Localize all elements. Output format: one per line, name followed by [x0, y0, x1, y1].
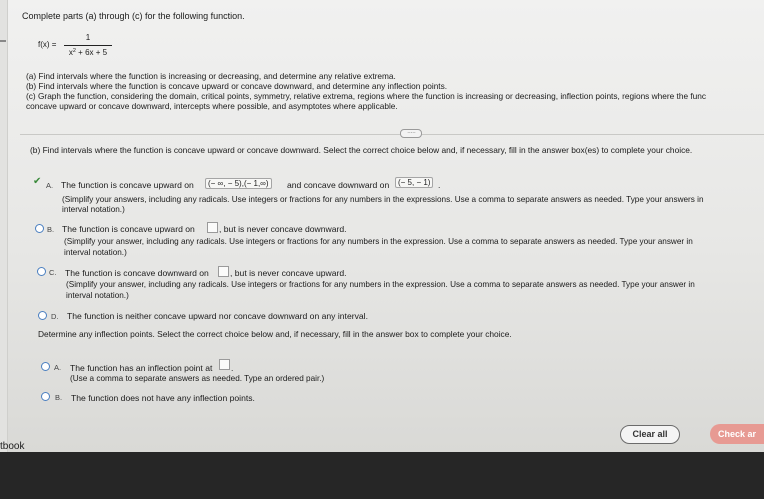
clear-all-button[interactable]: Clear all	[620, 425, 680, 444]
inflection-b-radio[interactable]	[41, 392, 50, 401]
function-fraction	[64, 33, 112, 57]
choice-a-pre-text: The function is concave upward on	[61, 180, 194, 190]
choice-b-note-line1: (Simplify your answer, including any radicals. Use integers or fractions for any numbers in the expression. Use a comma to separate answers as needed. Type your answer in	[64, 237, 693, 246]
function-numerator: 1	[85, 33, 91, 42]
left-rail	[0, 0, 8, 452]
choice-b-letter: B.	[47, 225, 55, 234]
inflection-b-letter: B.	[55, 393, 63, 402]
function-denominator: $x^2 + 6x + 5$	[68, 48, 108, 57]
concave-downward-answer[interactable]: (− 5, − 1)	[395, 177, 433, 188]
choice-b-answer-box[interactable]	[207, 222, 218, 233]
concave-upward-answer[interactable]: (− ∞, − 5),(− 1,∞)	[205, 178, 272, 189]
inflection-b-text: The function does not have any inflection points.	[71, 393, 255, 403]
inflection-answer-box[interactable]	[219, 359, 230, 370]
inflection-a-post-text: .	[231, 363, 234, 373]
function-lhs: f(x) =	[38, 40, 57, 49]
choice-b-post-text: , but is never concave downward.	[219, 224, 347, 234]
choice-c-answer-box[interactable]	[218, 266, 229, 277]
choice-c-note-line1: (Simplify your answer, including any radicals. Use integers or fractions for any numbers in the expression. Use a comma to separate answers as needed. Type your answer in	[66, 280, 695, 289]
choice-a-note-line2: interval notation.)	[62, 205, 125, 214]
correct-check-icon: ✔	[33, 176, 42, 187]
inflection-a-radio[interactable]	[41, 362, 50, 371]
choice-b-pre-text: The function is concave upward on	[62, 224, 195, 234]
check-answer-button[interactable]: Check ar	[710, 424, 764, 444]
section-divider	[20, 134, 764, 135]
bottom-bar	[0, 452, 764, 499]
fraction-bar	[64, 45, 112, 46]
choice-c-pre-text: The function is concave downward on	[65, 268, 209, 278]
part-a-text: (a) Find intervals where the function is increasing or decreasing, and determine any relative extrema.	[26, 71, 396, 81]
choice-c-post-text: , but is never concave upward.	[230, 268, 347, 278]
choice-a-letter: A.	[46, 181, 54, 190]
inflection-a-pre-text: The function has an inflection point at	[70, 363, 213, 373]
choice-b-radio[interactable]	[35, 224, 44, 233]
choice-a-post-text: .	[438, 180, 441, 190]
expand-button[interactable]: · · · · ·	[400, 129, 422, 138]
question-inflection-text: Determine any inflection points. Select the correct choice below and, if necessary, fill in the answer box to complete your choice.	[38, 329, 512, 339]
ebook-link[interactable]: tbook	[0, 441, 25, 452]
inflection-a-letter: A.	[54, 363, 62, 372]
choice-d-text: The function is neither concave upward nor concave downward on any interval.	[67, 311, 368, 321]
part-c-text-line1: (c) Graph the function, considering the domain, critical points, symmetry, relative extrema, regions where the function is increasing or decreasing, inflection points, regions where the func	[26, 91, 707, 101]
choice-a-note-line1: (Simplify your answers, including any radicals. Use integers or fractions for any numbers in the expressions. Use a comma to separate answers as needed. Type your answers in	[62, 195, 704, 204]
choice-d-radio[interactable]	[38, 311, 47, 320]
rail-tick	[0, 40, 6, 42]
part-c-text-line2: concave upward or concave downward, intercepts where possible, and asymptotes where applicable.	[26, 101, 398, 111]
inflection-a-note: (Use a comma to separate answers as needed. Type an ordered pair.)	[70, 374, 325, 383]
part-b-text: (b) Find intervals where the function is concave upward or concave downward, and determine any inflection points.	[26, 81, 448, 91]
choice-c-radio[interactable]	[37, 267, 46, 276]
choice-c-letter: C.	[49, 268, 57, 277]
choice-c-note-line2: interval notation.)	[66, 291, 129, 300]
question-prompt: Complete parts (a) through (c) for the following function.	[22, 11, 245, 21]
choice-d-letter: D.	[51, 312, 59, 321]
choice-a-mid-text: and concave downward on	[287, 180, 390, 190]
question-b-text: (b) Find intervals where the function is concave upward or concave downward. Select the correct choice below and, if necessary, fill in the answer box(es) to complete your choice.	[30, 145, 693, 155]
choice-b-note-line2: interval notation.)	[64, 248, 127, 257]
